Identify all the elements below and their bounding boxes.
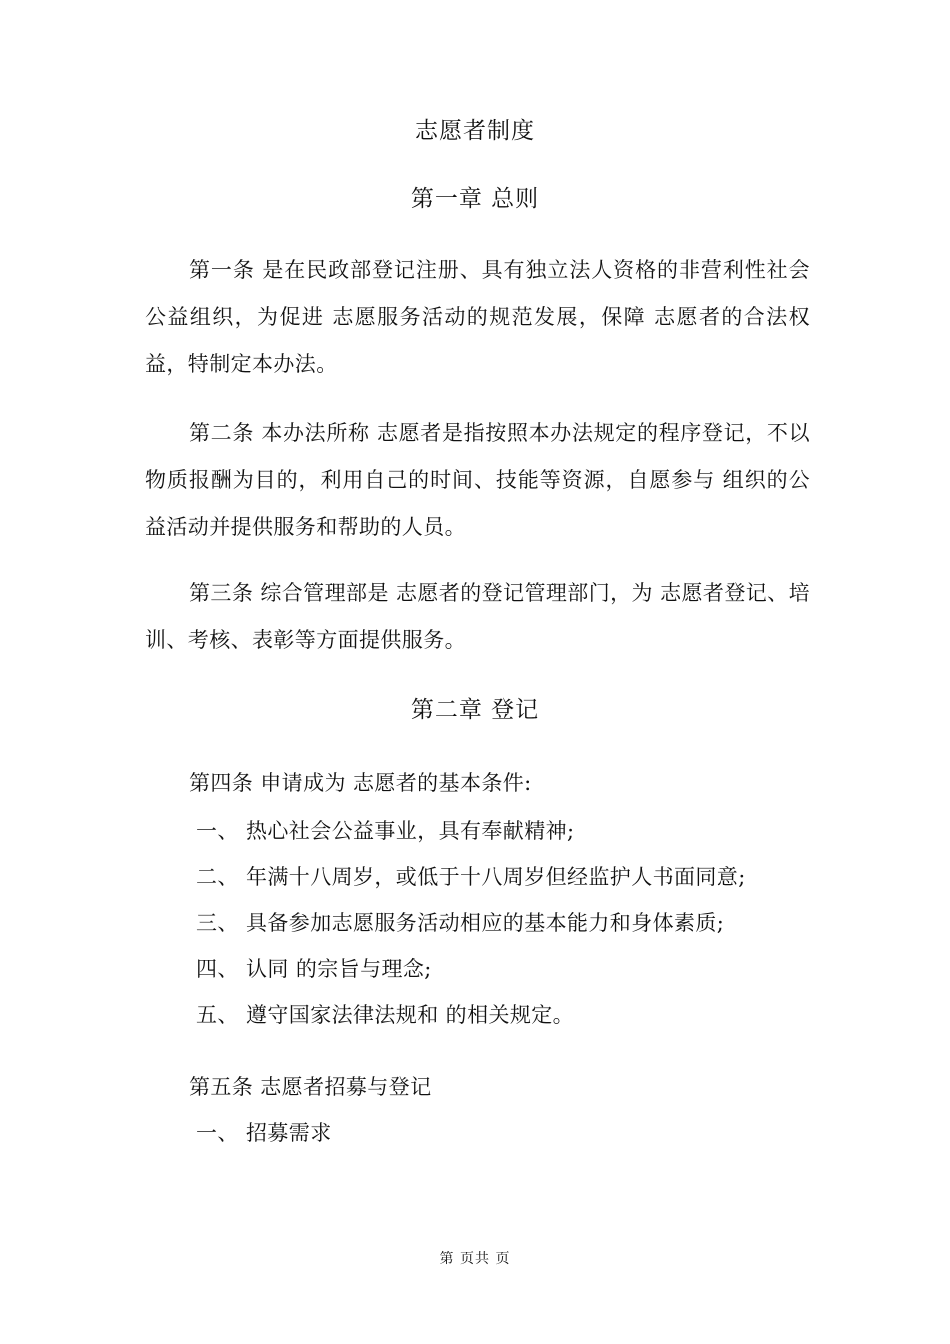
item-number: 一、 bbox=[196, 1121, 239, 1145]
article-4-heading: 第四条 申请成为 志愿者的基本条件: bbox=[189, 771, 532, 795]
chapter-2-title: 第二章 登记 bbox=[410, 697, 540, 723]
item-number: 二、 bbox=[196, 865, 239, 889]
item-number: 四、 bbox=[196, 957, 239, 981]
item-text: 认同 的宗旨与理念; bbox=[246, 957, 432, 981]
article-3-paragraph: 第三条 综合管理部是 志愿者的登记管理部门，为 志愿者登记、培训、考核、表彰等方面提供服务。 bbox=[145, 581, 810, 652]
item-text: 年满十八周岁，或低于十八周岁但经监护人书面同意; bbox=[246, 865, 746, 889]
item-number: 五、 bbox=[196, 1003, 239, 1027]
item-text: 招募需求 bbox=[246, 1121, 332, 1145]
article-5-heading: 第五条 志愿者招募与登记 bbox=[189, 1075, 432, 1099]
article-4-item bbox=[196, 861, 746, 891]
article-4-item bbox=[196, 815, 574, 845]
chapter-1-title: 第一章 总则 bbox=[410, 186, 540, 212]
item-text: 遵守国家法律法规和 的相关规定。 bbox=[246, 1003, 575, 1027]
article-4-item bbox=[196, 953, 432, 983]
article-5-item bbox=[196, 1117, 332, 1147]
page-footer: 第 页共 页 bbox=[439, 1251, 511, 1267]
article-4-item bbox=[196, 907, 724, 937]
item-number: 一、 bbox=[196, 819, 239, 843]
item-number: 三、 bbox=[196, 911, 239, 935]
item-text: 具备参加志愿服务活动相应的基本能力和身体素质; bbox=[246, 911, 725, 935]
document-title: 志愿者制度 bbox=[415, 118, 535, 144]
article-4-item bbox=[196, 999, 574, 1029]
item-text: 热心社会公益事业，具有奉献精神; bbox=[246, 819, 575, 843]
article-2-paragraph: 第二条 本办法所称 志愿者是指按照本办法规定的程序登记，不以物质报酬为目的，利用自己的时间、技能等资源，自愿参与 组织的公益活动并提供服务和帮助的人员。 bbox=[145, 421, 810, 539]
article-1-paragraph: 第一条 是在民政部登记注册、具有独立法人资格的非营利性社会公益组织，为促进 志愿服务活动的规范发展，保障 志愿者的合法权益，特制定本办法。 bbox=[145, 258, 810, 376]
